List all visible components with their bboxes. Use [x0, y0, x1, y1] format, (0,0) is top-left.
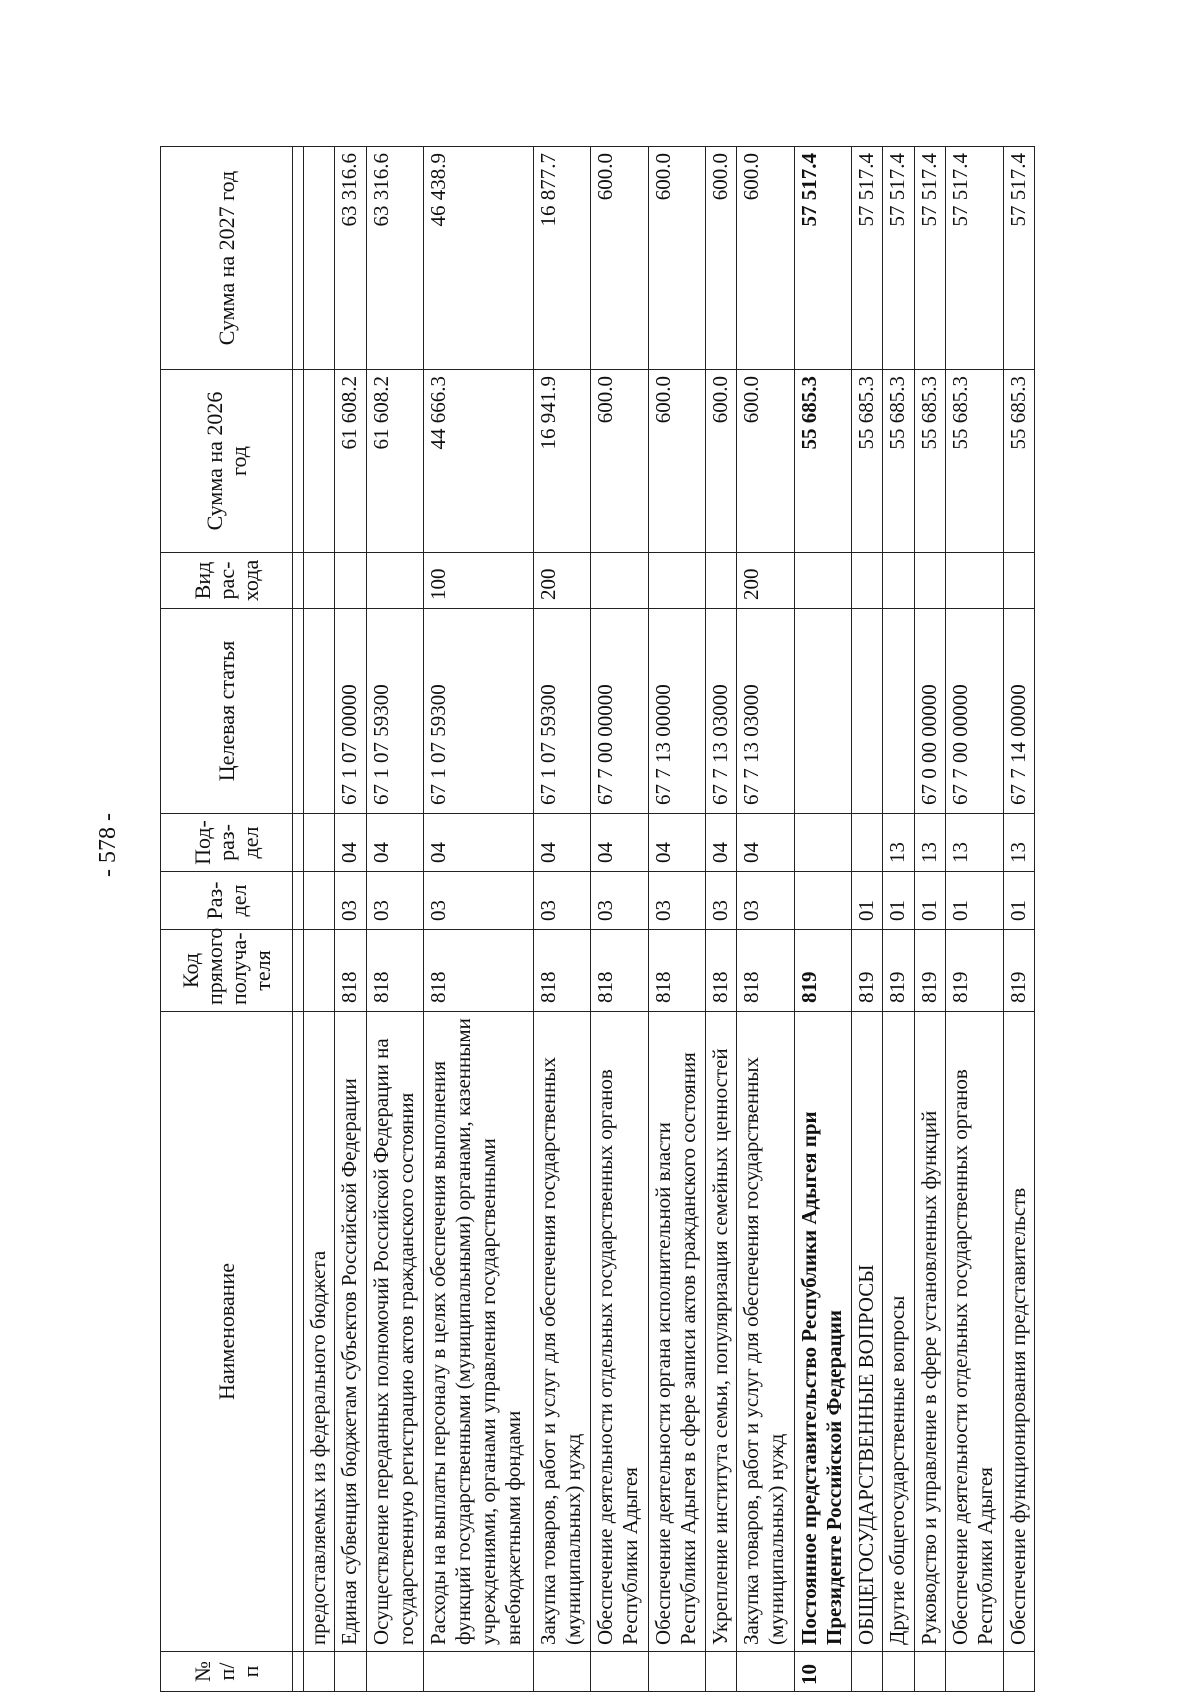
row-recipient-code-cell: 819	[794, 929, 851, 1011]
row-sum-2027-cell: 600.0	[648, 146, 705, 369]
table-row	[533, 146, 590, 1691]
header-sum-2027: Сумма на 2027 год	[160, 146, 292, 369]
row-section-cell: 01	[1003, 871, 1034, 929]
row-recipient-code-cell: 818	[334, 929, 365, 1011]
row-name-cell: Обеспечение деятельности отдельных государственных органов Республики Адыгея	[590, 1011, 647, 1651]
header-num: № п/п	[160, 1651, 292, 1691]
spacer-cell	[292, 813, 303, 871]
row-name-cell: предоставляемых из федерального бюджета	[303, 1011, 334, 1651]
row-expense-type-cell: 100	[423, 552, 533, 608]
row-name-cell: Расходы на выплаты персоналу в целях обеспечения выполнения функций государственными (муниципальными) органами, казенными учреждениями, органами управления государственными внебюджетными фондами	[423, 1011, 533, 1651]
header-name: Наименование	[160, 1011, 292, 1651]
row-sum-2027-cell: 57 517.4	[882, 146, 913, 369]
row-subsection-cell: 04	[533, 813, 590, 871]
header-spacer-row	[292, 146, 303, 1691]
row-expense-type-cell	[882, 552, 913, 608]
spacer-cell	[292, 1651, 303, 1691]
row-subsection-cell: 04	[423, 813, 533, 871]
row-expense-type-cell	[366, 552, 423, 608]
row-num-cell	[1003, 1651, 1034, 1691]
row-name-cell: Обеспечение функционирования представительств	[1003, 1011, 1034, 1651]
row-target-article-cell	[882, 608, 913, 813]
row-sum-2027-cell: 57 517.4	[914, 146, 945, 369]
row-num-cell	[590, 1651, 647, 1691]
row-sum-2027-cell: 57 517.4	[851, 146, 882, 369]
table-row	[736, 146, 793, 1691]
row-sum-2026-cell: 55 685.3	[1003, 369, 1034, 552]
row-expense-type-cell	[1003, 552, 1034, 608]
table-row	[851, 146, 882, 1691]
row-name-cell: Единая субвенция бюджетам субъектов Российской Федерации	[334, 1011, 365, 1651]
row-section-cell: 01	[851, 871, 882, 929]
row-target-article-cell: 67 7 13 03000	[705, 608, 736, 813]
row-expense-type-cell: 200	[736, 552, 793, 608]
row-sum-2027-cell: 57 517.4	[1003, 146, 1034, 369]
row-target-article-cell	[851, 608, 882, 813]
spacer-cell	[292, 871, 303, 929]
row-recipient-code-cell: 818	[736, 929, 793, 1011]
table-row	[366, 146, 423, 1691]
budget-table	[160, 146, 1035, 1692]
table-body	[303, 146, 1034, 1691]
table-row	[423, 146, 533, 1691]
row-subsection-cell: 04	[736, 813, 793, 871]
row-name-cell: Закупка товаров, работ и услуг для обеспечения государственных (муниципальных) нужд	[736, 1011, 793, 1651]
row-sum-2027-cell: 63 316.6	[366, 146, 423, 369]
row-name-cell: Другие общегосударственные вопросы	[882, 1011, 913, 1651]
row-section-cell: 03	[590, 871, 647, 929]
row-sum-2027-cell: 57 517.4	[945, 146, 1002, 369]
row-target-article-cell: 67 1 07 59300	[423, 608, 533, 813]
row-subsection-cell: 04	[366, 813, 423, 871]
row-target-article-cell: 67 0 00 00000	[914, 608, 945, 813]
row-sum-2026-cell: 55 685.3	[945, 369, 1002, 552]
table-row	[334, 146, 365, 1691]
row-recipient-code-cell: 819	[945, 929, 1002, 1011]
row-num-cell: 10	[794, 1651, 851, 1691]
table-row	[945, 146, 1002, 1691]
row-expense-type-cell: 200	[533, 552, 590, 608]
row-section-cell: 03	[334, 871, 365, 929]
row-sum-2027-cell: 16 877.7	[533, 146, 590, 369]
header-expense-type: Вид рас-хода	[160, 552, 292, 608]
row-recipient-code-cell: 818	[366, 929, 423, 1011]
row-num-cell	[533, 1651, 590, 1691]
table-row	[914, 146, 945, 1691]
spacer-cell	[292, 146, 303, 369]
row-sum-2026-cell: 600.0	[736, 369, 793, 552]
row-section-cell: 03	[366, 871, 423, 929]
row-expense-type-cell	[590, 552, 647, 608]
row-name-cell: Обеспечение деятельности органа исполнительной власти Республики Адыгея в сфере записи актов гражданского состояния	[648, 1011, 705, 1651]
row-num-cell	[851, 1651, 882, 1691]
row-num-cell	[736, 1651, 793, 1691]
row-num-cell	[882, 1651, 913, 1691]
row-recipient-code-cell: 819	[851, 929, 882, 1011]
row-sum-2026-cell: 600.0	[590, 369, 647, 552]
row-expense-type-cell	[648, 552, 705, 608]
row-recipient-code-cell: 818	[648, 929, 705, 1011]
row-sum-2026-cell: 600.0	[648, 369, 705, 552]
row-name-cell: Обеспечение деятельности отдельных государственных органов Республики Адыгея	[945, 1011, 1002, 1651]
spacer-cell	[292, 552, 303, 608]
row-num-cell	[303, 1651, 334, 1691]
row-num-cell	[334, 1651, 365, 1691]
row-sum-2027-cell	[303, 146, 334, 369]
spacer-cell	[292, 1011, 303, 1651]
table-header-row	[160, 146, 292, 1691]
row-num-cell	[648, 1651, 705, 1691]
row-sum-2026-cell: 55 685.3	[851, 369, 882, 552]
row-section-cell: 03	[705, 871, 736, 929]
row-section-cell: 03	[423, 871, 533, 929]
row-recipient-code-cell: 819	[1003, 929, 1034, 1011]
row-target-article-cell: 67 7 13 00000	[648, 608, 705, 813]
row-name-cell: Укрепление института семьи, популяризация семейных ценностей	[705, 1011, 736, 1651]
row-recipient-code-cell: 818	[533, 929, 590, 1011]
row-name-cell: Закупка товаров, работ и услуг для обеспечения государственных (муниципальных) нужд	[533, 1011, 590, 1651]
row-sum-2027-cell: 46 438.9	[423, 146, 533, 369]
row-target-article-cell	[794, 608, 851, 813]
row-section-cell: 03	[736, 871, 793, 929]
table-row	[303, 146, 334, 1691]
row-section-cell: 03	[533, 871, 590, 929]
row-sum-2027-cell: 63 316.6	[334, 146, 365, 369]
row-recipient-code-cell: 819	[914, 929, 945, 1011]
row-sum-2027-cell: 600.0	[590, 146, 647, 369]
row-recipient-code-cell: 818	[423, 929, 533, 1011]
row-section-cell	[794, 871, 851, 929]
row-expense-type-cell	[914, 552, 945, 608]
row-num-cell	[945, 1651, 1002, 1691]
row-target-article-cell: 67 1 07 00000	[334, 608, 365, 813]
row-target-article-cell: 67 7 13 03000	[736, 608, 793, 813]
row-section-cell	[303, 871, 334, 929]
row-num-cell	[705, 1651, 736, 1691]
row-subsection-cell: 13	[914, 813, 945, 871]
table-row	[648, 146, 705, 1691]
row-subsection-cell: 13	[882, 813, 913, 871]
row-name-cell: Осуществление переданных полномочий Российской Федерации на государственную регистрацию актов гражданского состояния	[366, 1011, 423, 1651]
table-row	[794, 146, 851, 1691]
budget-table-sheet	[160, 147, 1035, 1692]
table-row	[590, 146, 647, 1691]
row-subsection-cell	[851, 813, 882, 871]
row-sum-2026-cell: 55 685.3	[882, 369, 913, 552]
row-section-cell: 03	[648, 871, 705, 929]
spacer-cell	[292, 369, 303, 552]
row-subsection-cell: 04	[648, 813, 705, 871]
row-subsection-cell: 13	[1003, 813, 1034, 871]
row-section-cell: 01	[882, 871, 913, 929]
row-section-cell: 01	[945, 871, 1002, 929]
row-expense-type-cell	[851, 552, 882, 608]
row-subsection-cell: 04	[705, 813, 736, 871]
row-sum-2026-cell: 55 685.3	[794, 369, 851, 552]
spacer-cell	[292, 929, 303, 1011]
row-expense-type-cell	[794, 552, 851, 608]
row-name-cell: ОБЩЕГОСУДАРСТВЕННЫЕ ВОПРОСЫ	[851, 1011, 882, 1651]
row-sum-2026-cell: 61 608.2	[334, 369, 365, 552]
page-number: - 578 -	[95, 813, 121, 877]
row-name-cell: Руководство и управление в сфере установленных функций	[914, 1011, 945, 1651]
row-subsection-cell: 04	[334, 813, 365, 871]
row-expense-type-cell	[945, 552, 1002, 608]
row-expense-type-cell	[303, 552, 334, 608]
header-section: Раз-дел	[160, 871, 292, 929]
row-target-article-cell	[303, 608, 334, 813]
row-expense-type-cell	[705, 552, 736, 608]
row-recipient-code-cell: 818	[705, 929, 736, 1011]
row-recipient-code-cell: 819	[882, 929, 913, 1011]
row-sum-2027-cell: 600.0	[736, 146, 793, 369]
row-subsection-cell	[794, 813, 851, 871]
row-sum-2027-cell: 57 517.4	[794, 146, 851, 369]
row-target-article-cell: 67 7 00 00000	[945, 608, 1002, 813]
row-recipient-code-cell: 818	[590, 929, 647, 1011]
row-subsection-cell	[303, 813, 334, 871]
row-target-article-cell: 67 1 07 59300	[533, 608, 590, 813]
row-sum-2026-cell	[303, 369, 334, 552]
table-row	[882, 146, 913, 1691]
row-num-cell	[914, 1651, 945, 1691]
row-name-cell: Постоянное представительство Республики Адыгея при Президенте Российской Федерации	[794, 1011, 851, 1651]
header-subsection: Под-раз-дел	[160, 813, 292, 871]
row-sum-2026-cell: 600.0	[705, 369, 736, 552]
row-target-article-cell: 67 7 00 00000	[590, 608, 647, 813]
row-expense-type-cell	[334, 552, 365, 608]
row-sum-2026-cell: 44 666.3	[423, 369, 533, 552]
row-subsection-cell: 13	[945, 813, 1002, 871]
row-sum-2026-cell: 55 685.3	[914, 369, 945, 552]
table-row	[705, 146, 736, 1691]
row-sum-2026-cell: 16 941.9	[533, 369, 590, 552]
table-row	[1003, 146, 1034, 1691]
row-num-cell	[423, 1651, 533, 1691]
header-sum-2026: Сумма на 2026 год	[160, 369, 292, 552]
header-target-article: Целевая статья	[160, 608, 292, 813]
row-subsection-cell: 04	[590, 813, 647, 871]
header-recipient-code: Код прямого получа-теля	[160, 929, 292, 1011]
spacer-cell	[292, 608, 303, 813]
row-sum-2026-cell: 61 608.2	[366, 369, 423, 552]
row-target-article-cell: 67 7 14 00000	[1003, 608, 1034, 813]
row-target-article-cell: 67 1 07 59300	[366, 608, 423, 813]
row-num-cell	[366, 1651, 423, 1691]
row-section-cell: 01	[914, 871, 945, 929]
row-sum-2027-cell: 600.0	[705, 146, 736, 369]
row-recipient-code-cell	[303, 929, 334, 1011]
